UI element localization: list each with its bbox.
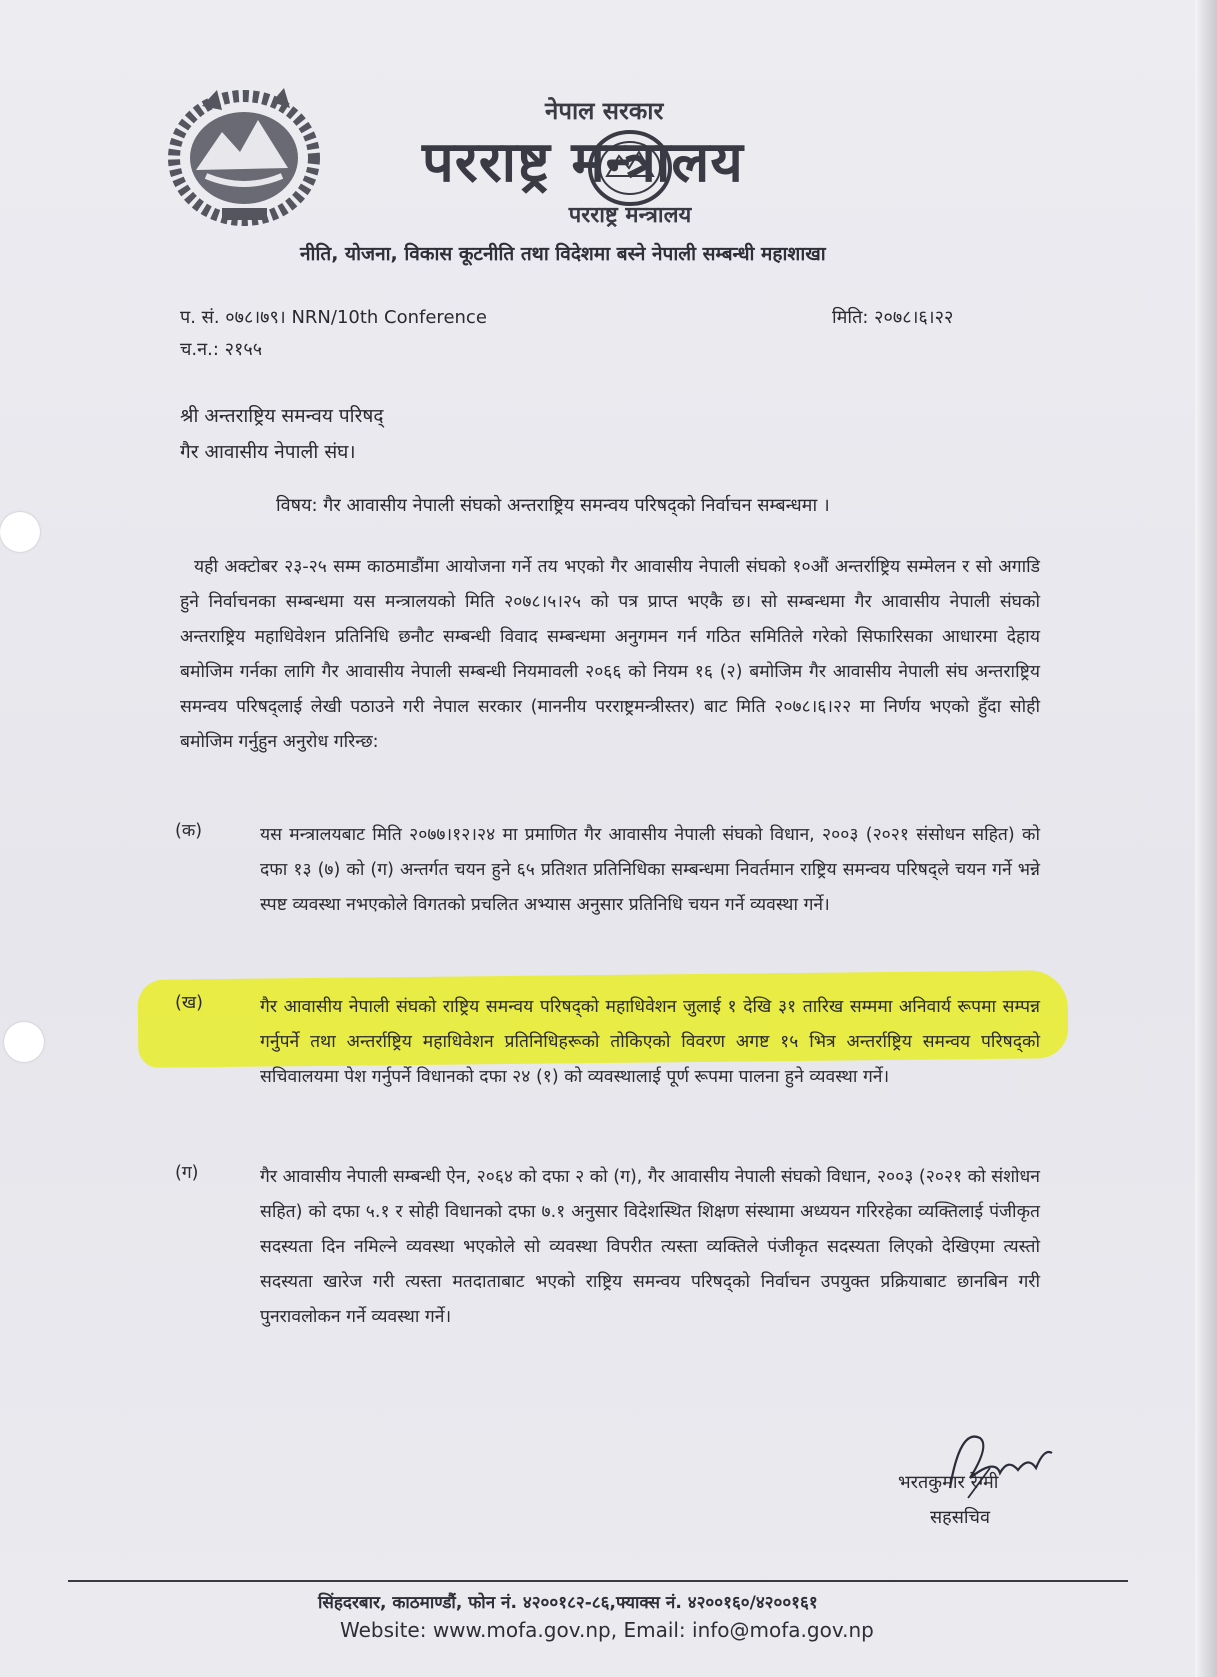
national-emblem-icon (162, 80, 327, 230)
government-name: नेपाल सरकार (545, 97, 664, 125)
footer-contact: Website: www.mofa.gov.np, Email: info@mofa.gov.np (340, 1618, 874, 1642)
punch-hole-bottom (4, 1022, 44, 1062)
division-name: नीति, योजना, विकास कूटनीति तथा विदेशमा बस्ने नेपाली सम्बन्धी महाशाखा (300, 243, 826, 265)
list-item-text: गैर आवासीय नेपाली संघको राष्ट्रिय समन्वय परिषद्को महाधिवेशन जुलाई १ देखि ३१ तारिख सम्ममा अनिवार्य रूपमा सम्पन्न गर्नुपर्ने तथा अन्तर्राष्ट्रिय महाधिवेशन प्रतिनिधिहरूको तोकिएको विवरण अगष्ट १५ भित्र अन्तर्राष्ट्रिय समन्वय परिषद्को सचिवालयमा पेश गर्नुपर्ने विधानको दफा २४ (१) को व्यवस्थालाई पूर्ण रूपमा पालना हुने व्यवस्था गर्ने। (260, 997, 1040, 1087)
subject-line: विषय: गैर आवासीय नेपाली संघको अन्तराष्ट्रिय समन्वय परिषद्को निर्वाचन सम्बन्धमा । (276, 495, 830, 516)
list-item-text: यस मन्त्रालयबाट मिति २०७७।१२।२४ मा प्रमाणित गैर आवासीय नेपाली संघको विधान, २००३ (२०२१ संसोधन सहित) को दफा १३ (७) को (ग) अन्तर्गत चयन हुने ६५ प्रतिशत प्रतिनिधिका सम्बन्धमा निवर्तमान राष्ट्रिय समन्वय परिषद्ले चयन गर्ने भन्ने स्पष्ट व्यवस्था नभएकोले विगतको प्रचलित अभ्यास अनुसार प्रतिनिधि चयन गर्ने व्यवस्था गर्ने। (260, 825, 1040, 915)
addressee-line: गैर आवासीय नेपाली संघ। (180, 441, 356, 463)
seal-text: परराष्ट्र मन्त्रालय (568, 203, 692, 228)
addressee (180, 398, 383, 470)
footer-divider (68, 1580, 1128, 1582)
list-item-label: (ख) (175, 993, 203, 1013)
list-item-text: गैर आवासीय नेपाली सम्बन्धी ऐन, २०६४ को दफा २ को (ग), गैर आवासीय नेपाली संघको विधान, २००३ (२०२१ को संशोधन सहित) को दफा ५.१ र सोही विधानको दफा ७.१ अनुसार विदेशस्थित शिक्षण संस्थामा अध्ययन गरिरहेका व्यक्तिलाई पंजीकृत सदस्यता दिन नमिल्ने व्यवस्था भएकोले सो व्यवस्था विपरीत त्यस्ता व्यक्तिले पंजीकृत सदस्यता लिएको देखिएमा त्यस्तो सदस्यता खारेज गरी त्यस्ता मतदाताबाट भएको राष्ट्रिय समन्वय परिषद्को निर्वाचन उपयुक्त प्रक्रियाबाट छानबिन गरी पुनरावलोकन गर्ने व्यवस्था गर्ने। (260, 1167, 1040, 1327)
ministry-seal-icon (555, 110, 705, 240)
punch-hole-top (0, 512, 40, 552)
list-item-label: (ग) (175, 1163, 199, 1183)
signatory-name: भरतकुमार रेग्मी (898, 1472, 999, 1493)
signatory-title: सहसचिव (930, 1507, 990, 1528)
footer-address: सिंहदरबार, काठमाण्डौं, फोन नं. ४२००१८२-८६,फ्याक्स नं. ४२००१६०/४२००१६१ (318, 1593, 818, 1613)
addressee-line: श्री अन्तराष्ट्रिय समन्वय परिषद् (180, 405, 384, 427)
reference-number: प. सं. ०७८।७९। NRN/10th Conference (180, 307, 487, 328)
page-edge (1195, 0, 1217, 1677)
letter-date: मिति: २०७८।६।२२ (832, 307, 954, 328)
signature-icon (940, 1418, 1060, 1508)
letterhead (400, 92, 900, 242)
body-paragraph: यही अक्टोबर २३-२५ सम्म काठमाडौंमा आयोजना गर्ने तय भएको गैर आवासीय नेपाली संघको १०औं अन्तर्राष्ट्रिय सम्मेलन र सो अगाडि हुने निर्वाचनका सम्बन्धमा यस मन्त्रालयको मिति २०७८।५।२५ को पत्र प्राप्त भएकै छ। सो सम्बन्धमा गैर आवासीय नेपाली संघको अन्तराष्ट्रिय महाधिवेशन प्रतिनिधि छनौट सम्बन्धी विवाद सम्बन्धमा अनुगमन गर्न गठित समितिले गरेको सिफारिसका आधारमा देहाय बमोजिम गर्नका लागि गैर आवासीय नेपाली सम्बन्धी नियमावली २०६६ को नियम १६ (२) बमोजिम गैर आवासीय नेपाली संघ अन्तराष्ट्रिय समन्वय परिषद्लाई लेखी पठाउने गरी नेपाल सरकार (माननीय परराष्ट्रमन्त्रीस्तर) बाट मिति २०७८।६।२२ मा निर्णय भएको हुँदा सोही बमोजिम गर्नुहुन अनुरोध गरिन्छ: (180, 557, 1040, 752)
list-item-label: (क) (175, 821, 203, 841)
dispatch-number: च.न.: २१५५ (180, 339, 263, 360)
ministry-name: परराष्ट्र मन्त्रालय (422, 130, 744, 195)
